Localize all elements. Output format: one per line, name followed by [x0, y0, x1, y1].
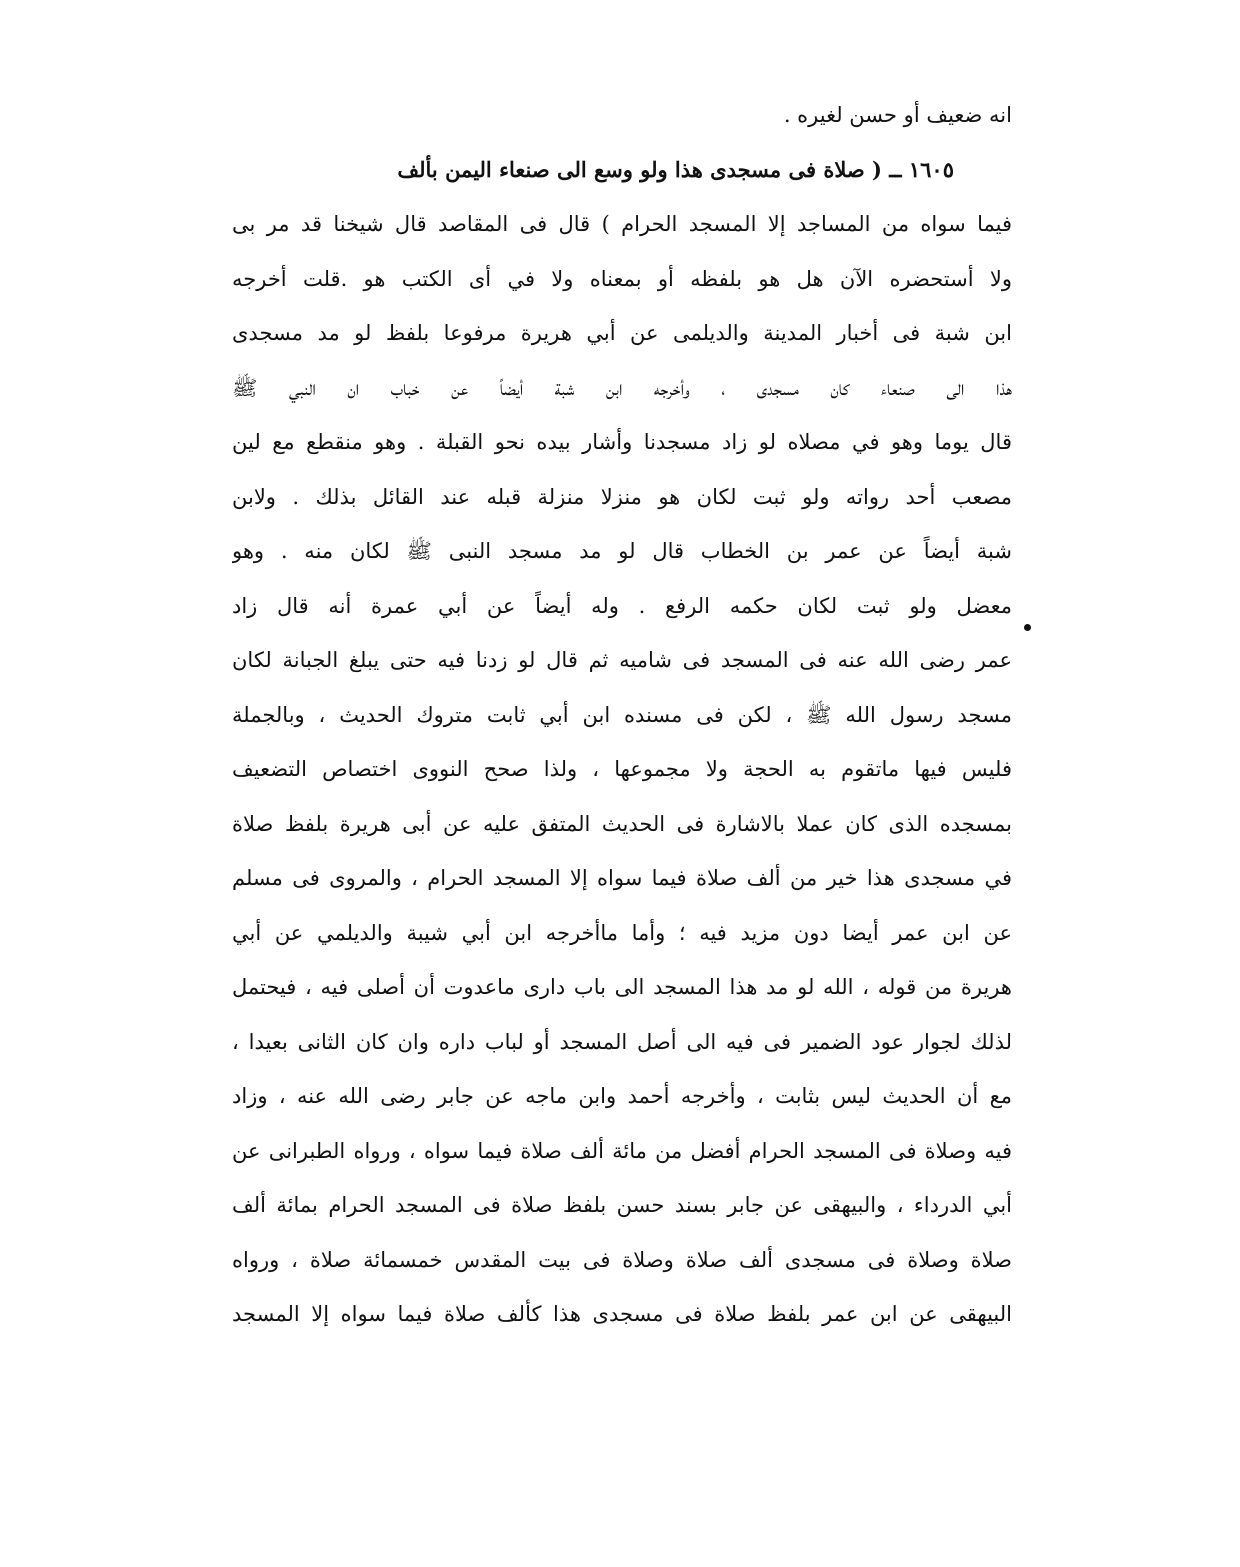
- text-line: معضل ولو ثبت لكان حكمه الرفع . وله أيضاً عن أبي عمرة أنه قال زاد: [232, 593, 1012, 618]
- text-line: البيهقى عن ابن عمر بلفظ صلاة فى مسجدى هذا كألف صلاة فيما سواه إلا المسجد: [232, 1302, 1012, 1326]
- text-line: مسجد رسول الله ﷺ ، لكن فى مسنده ابن أبي ثابت متروك الحديث ، وبالجملة: [232, 702, 1012, 727]
- margin-dot-mark: [1024, 624, 1031, 631]
- text-line: قال يوما وهو في مصلاه لو زاد مسجدنا وأشار بيده نحو القبلة . وهو منقطع مع لين: [232, 430, 1012, 454]
- hadith-heading-line: ١٦٠٥ ــ ( صلاة فى مسجدى هذا ولو وسع الى صنعاء اليمن بألف: [397, 156, 954, 182]
- text-line: فيما سواه من المساجد إلا المسجد الحرام ) قال فى المقاصد قال شيخنا قد مر بى: [232, 212, 1012, 236]
- text-line: انه ضعيف أو حسن لغيره .: [783, 103, 1012, 127]
- text-line: فيه وصلاة فى المسجد الحرام أفضل من مائة ألف صلاة فيما سواه ، ورواه الطبرانى عن: [232, 1138, 1012, 1163]
- text-line: صلاة وصلاة فى مسجدى ألف صلاة وصلاة فى بيت المقدس خمسمائة صلاة ، ورواه: [232, 1247, 1012, 1272]
- arabic-text-block: [232, 88, 1012, 1342]
- text-line: عمر رضى الله عنه فى المسجد فى شاميه ثم قال لو زدنا فيه حتى يبلغ الجبانة لكان: [232, 648, 1012, 672]
- text-line: عن ابن عمر أيضا دون مزيد فيه ؛ وأما ماأخرجه ابن أبي شيبة والديلمي عن أبي: [232, 920, 1012, 945]
- text-line: ولا أستحضره الآن هل هو بلفظه أو بمعناه ولا في أى الكتب هو .قلت أخرجه: [232, 266, 1012, 291]
- text-line: هذا الى صنعاء كان مسجدى ، وأخرجه ابن شبة أيضاً عن خباب ان النبي ﷺ: [232, 375, 1012, 400]
- text-line: ابن شبة فى أخبار المدينة والديلمى عن أبي هريرة مرفوعا بلفظ لو مد مسجدى: [232, 321, 1012, 345]
- text-line: في مسجدى هذا خير من ألف صلاة فيما سواه إلا المسجد الحرام ، والمروى فى مسلم: [232, 866, 1012, 890]
- text-line: شبة أيضاً عن عمر بن الخطاب قال لو مد مسجد النبى ﷺ لكان منه . وهو: [232, 539, 1012, 563]
- text-line: مصعب أحد رواته ولو ثبت لكان هو منزلا منزلة قبله عند القائل بذلك . ولابن: [232, 484, 1012, 509]
- text-line: أبي الدرداء ، والبيهقى عن جابر بسند حسن بلفظ صلاة فى المسجد الحرام بمائة ألف: [232, 1193, 1012, 1217]
- text-line: لذلك لجوار عود الضمير فى فيه الى أصل المسجد أو لباب داره وان كان الثانى بعيدا ،: [232, 1029, 1012, 1054]
- text-line: مع أن الحديث ليس بثابت ، وأخرجه أحمد وابن ماجه عن جابر رضى الله عنه ، وزاد: [232, 1084, 1012, 1108]
- text-line: هريرة من قوله ، الله لو مد هذا المسجد الى باب دارى ماعدوت أن أصلى فيه ، فيحتمل: [232, 975, 1012, 999]
- text-line: بمسجده الذى كان عملا بالاشارة فى الحديث المتفق عليه عن أبى هريرة بلفظ صلاة: [232, 811, 1012, 836]
- text-line: فليس فيها ماتقوم به الحجة ولا مجموعها ، ولذا صحح النووى اختصاص التضعيف: [232, 757, 1012, 781]
